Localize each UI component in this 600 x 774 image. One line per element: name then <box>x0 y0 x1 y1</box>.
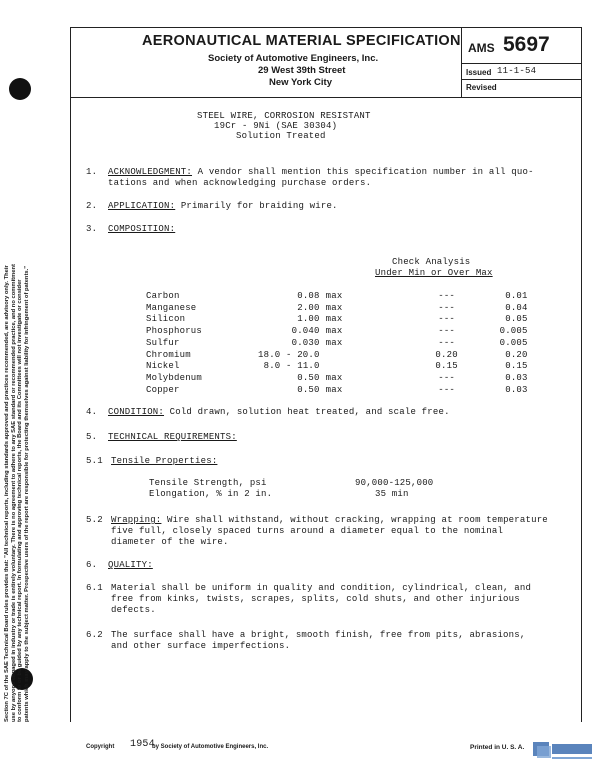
footer-copyright-owner: by Society of Automotive Engineers, Inc. <box>152 744 269 750</box>
document-title: AERONAUTICAL MATERIAL SPECIFICATION <box>142 33 461 49</box>
section-5-1-number: 5.1 <box>86 456 103 466</box>
composition-element: Sulfur <box>146 337 180 348</box>
section-4-text: Cold drawn, solution heat treated, and scale free. <box>169 407 450 417</box>
composition-row <box>146 373 528 385</box>
composition-under-min: --- <box>438 337 456 348</box>
composition-element: Carbon <box>146 291 180 301</box>
section-6-1-text-2: free from kinks, twists, scrapes, splits, cold shuts, and other injurious <box>111 594 520 604</box>
section-1-text-2: tations and when acknowledging purchase orders. <box>108 178 372 188</box>
section-5-2 <box>111 515 548 525</box>
composition-row <box>146 314 528 326</box>
composition-over-max: 0.15 <box>505 361 528 372</box>
revised-label: Revised <box>466 83 497 92</box>
elongation-label: Elongation, % in 2 in. <box>149 489 273 499</box>
section-5-2-text-1: Wire shall withstand, without cracking, wrapping at room temperature <box>167 515 548 525</box>
section-1 <box>108 167 534 177</box>
composition-over-max: 0.05 <box>505 314 528 325</box>
composition-row <box>146 326 528 338</box>
section-5-1-heading: Tensile Properties: <box>111 456 218 466</box>
check-analysis-title: Check Analysis <box>392 257 471 267</box>
composition-under-min: --- <box>438 384 456 395</box>
composition-limit: max <box>325 314 343 325</box>
composition-over-max: 0.01 <box>505 291 528 301</box>
section-6-2-text-1: The surface shall have a bright, smooth finish, free from pits, abrasions, <box>111 630 526 640</box>
composition-under-min: 0.15 <box>435 361 458 372</box>
composition-row <box>146 350 528 362</box>
composition-under-min: --- <box>438 326 456 337</box>
composition-table <box>146 291 528 396</box>
section-4-heading: CONDITION: <box>108 407 165 417</box>
elongation-value: 35 min <box>375 489 409 499</box>
section-6-1-number: 6.1 <box>86 583 103 593</box>
composition-limit: max <box>325 302 343 313</box>
composition-value: 0.50 <box>297 372 320 383</box>
tensile-strength-value: 90,000-125,000 <box>355 478 434 488</box>
composition-element: Copper <box>146 384 180 395</box>
sae-norm-watermark-logo <box>532 738 596 764</box>
footer-copyright-year: 1954 <box>130 739 155 750</box>
society-street: 29 West 39th Street <box>258 65 346 76</box>
section-5-2-number: 5.2 <box>86 515 103 525</box>
header-bottom-rule <box>70 97 581 98</box>
composition-value: 0.50 <box>297 384 320 395</box>
section-6-2-text-2: and other surface imperfections. <box>111 641 291 651</box>
footer-copyright-label: Copyright <box>86 744 115 750</box>
composition-limit: max <box>325 384 343 395</box>
composition-value: 2.00 <box>297 302 320 313</box>
composition-value: 0.030 <box>291 337 320 348</box>
composition-over-max: 0.03 <box>505 372 528 383</box>
legal-notice-line-4: patents which may apply to the subject matter. Prospective users of the report are responsible for protecting themselves against liability for infringement of patents." <box>23 266 30 722</box>
composition-element: Chromium <box>146 349 191 360</box>
composition-value: 0.040 <box>291 326 320 337</box>
issued-label: Issued <box>466 68 492 77</box>
composition-under-min: --- <box>438 302 456 313</box>
section-2-text: Primarily for braiding wire. <box>180 201 338 211</box>
section-5-number: 5. <box>86 432 98 442</box>
composition-over-max: 0.005 <box>499 337 528 348</box>
ams-box-divider-2 <box>461 79 581 80</box>
society-city: New York City <box>269 77 333 88</box>
ams-box-divider <box>461 63 581 64</box>
section-6-number: 6. <box>86 560 98 570</box>
section-4 <box>108 407 450 417</box>
composition-under-min: --- <box>438 314 456 325</box>
ams-number: 5697 <box>503 33 550 56</box>
section-6-1-text-1: Material shall be uniform in quality and condition, cylindrical, clean, and <box>111 583 532 593</box>
composition-value: 0.08 <box>297 291 320 301</box>
material-line-3: Solution Treated <box>236 131 326 141</box>
tensile-strength-label: Tensile Strength, psi <box>149 478 267 488</box>
section-1-heading: ACKNOWLEDGMENT: <box>108 167 193 177</box>
section-3-number: 3. <box>86 224 98 234</box>
composition-limit: max <box>325 291 343 301</box>
composition-row <box>146 361 528 373</box>
composition-element: Manganese <box>146 302 197 313</box>
check-analysis-subtitle: Under Min or Over Max <box>375 268 493 278</box>
composition-limit: max <box>325 326 343 337</box>
section-5-2-text-2: five full, closely spaced turns around a diameter equal to the nominal <box>111 526 504 536</box>
composition-limit: max <box>325 337 343 348</box>
ams-label: AMS <box>468 41 495 55</box>
legal-notice-line-1: Section 7C of the SAE Technical Board rules provides that: "All technical reports, including standards approved and practices recommended, are advisory only. Their <box>4 265 10 722</box>
composition-under-min: 0.20 <box>435 349 458 360</box>
section-2-heading: APPLICATION: <box>108 201 176 211</box>
issued-date: 11-1-54 <box>497 66 537 76</box>
legal-notice-sidebar <box>4 82 60 722</box>
composition-over-max: 0.20 <box>505 349 528 360</box>
material-line-1: STEEL WIRE, CORROSION RESISTANT <box>197 111 371 121</box>
composition-row <box>146 291 528 303</box>
section-3-heading: COMPOSITION: <box>108 224 176 234</box>
composition-under-min: --- <box>438 291 456 301</box>
composition-under-min: --- <box>438 372 456 383</box>
composition-value: 1.00 <box>297 314 320 325</box>
composition-element: Nickel <box>146 361 180 372</box>
section-6-2-number: 6.2 <box>86 630 103 640</box>
legal-notice-line-3: to conform to or be guided by any technical report. In formulating and approving technical reports, the Board and its Committees will not investigate or consider <box>17 279 24 722</box>
legal-notice-line-2: use by anyone engaged in industry or trade is entirely voluntary. There is no agreement to adhere to any SAE standard or recommended practice, and no commitment <box>10 264 17 722</box>
section-1-text-1: A vendor shall mention this specification number in all quo- <box>197 167 534 177</box>
composition-element: Phosphorus <box>146 326 203 337</box>
section-2-number: 2. <box>86 201 98 211</box>
society-name: Society of Automotive Engineers, Inc. <box>208 53 379 64</box>
composition-row <box>146 338 528 350</box>
section-2 <box>108 201 338 211</box>
composition-row <box>146 303 528 315</box>
composition-row <box>146 385 528 397</box>
section-6-heading: QUALITY: <box>108 560 153 570</box>
material-line-2: 19Cr - 9Ni (SAE 30304) <box>214 121 338 131</box>
section-4-number: 4. <box>86 407 98 417</box>
section-5-2-text-3: diameter of the wire. <box>111 537 229 547</box>
section-1-number: 1. <box>86 167 98 177</box>
composition-limit: max <box>325 372 343 383</box>
section-5-heading: TECHNICAL REQUIREMENTS: <box>108 432 237 442</box>
composition-value: 18.0 - 20.0 <box>258 349 320 360</box>
section-6-1-text-3: defects. <box>111 605 156 615</box>
footer-printed-in: Printed in U. S. A. <box>470 744 525 751</box>
composition-value: 8.0 - 11.0 <box>263 361 320 372</box>
composition-limit <box>320 350 406 362</box>
composition-over-max: 0.005 <box>499 326 528 337</box>
composition-element: Silicon <box>146 314 186 325</box>
composition-element: Molybdenum <box>146 372 203 383</box>
composition-over-max: 0.03 <box>505 384 528 395</box>
composition-over-max: 0.04 <box>505 302 528 313</box>
section-5-2-heading: Wrapping: <box>111 515 162 525</box>
composition-limit <box>320 361 406 373</box>
